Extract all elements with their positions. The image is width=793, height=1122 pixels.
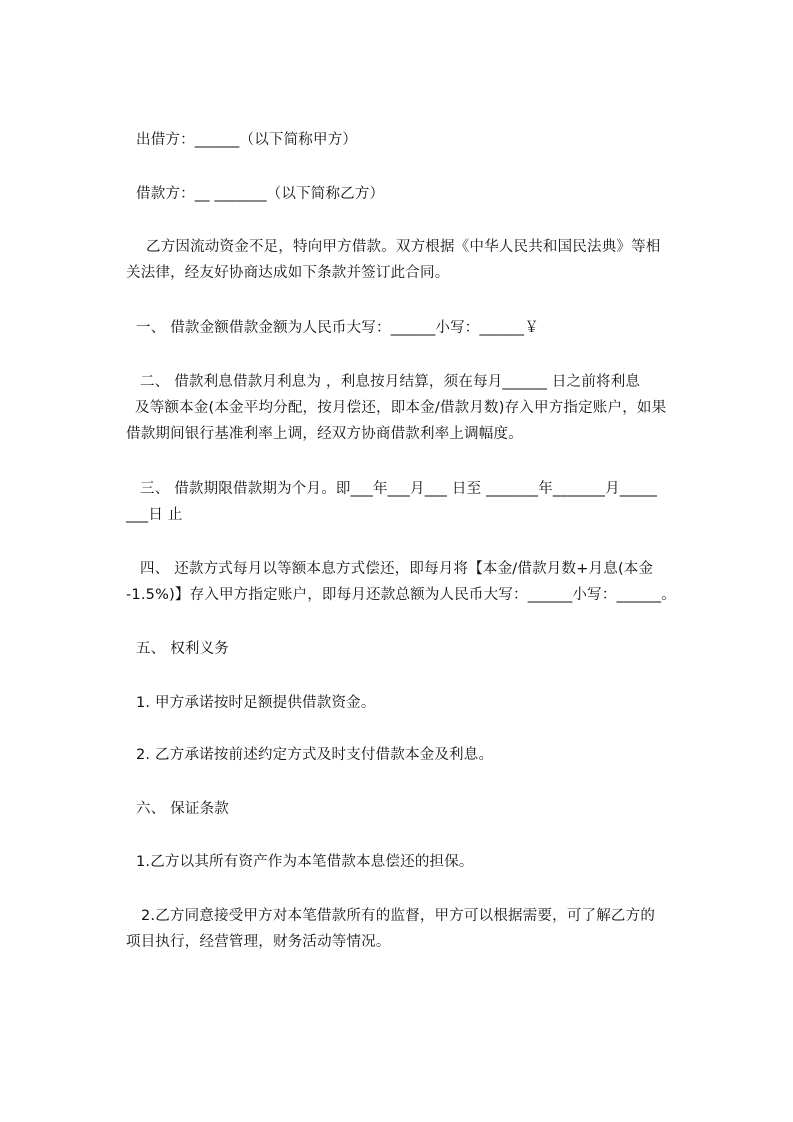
clause-5-title: 五、 权利义务 <box>136 641 230 657</box>
clause-6-item-1: 1.乙方以其所有资产作为本笔借款本息偿还的担保。 <box>136 854 474 870</box>
clause-5-item-1: 1. 甲方承诺按时足额提供借款资金。 <box>136 695 376 711</box>
clause-2-line-3: 借款期间银行基准利率上调，经双方协商借款利率上调幅度。 <box>126 426 523 442</box>
clause-4-line-1: 四、 还款方式每月以等额本息方式偿还，即每月将【本金/借款月数+月息(本金 <box>140 561 654 577</box>
intro-line-2: 关法律，经友好协商达成如下条款并签订此合同。 <box>126 265 450 281</box>
clause-2-line-1: 二、 借款利息借款月利息为 ，利息按月结算，须在每月______ 日之前将利息 <box>140 374 641 390</box>
lender-line: 出借方：______（以下简称甲方） <box>136 132 358 148</box>
clause-3-line-1: 三、 借款期限借款期为个月。即___年___月___ 日至 _______年_______月_____ <box>140 481 658 497</box>
borrower-line: 借款方：__ _______（以下简称乙方） <box>136 186 385 202</box>
clause-5-item-2: 2. 乙方承诺按前述约定方式及时支付借款本金及利息。 <box>136 747 494 763</box>
clause-6-item-2-line-1: 2.乙方同意接受甲方对本笔借款所有的监督，甲方可以根据需要，可了解乙方的 <box>141 908 656 924</box>
clause-2-line-2: 及等额本金(本金平均分配，按月偿还，即本金/借款月数)存入甲方指定账户，如果 <box>135 400 667 416</box>
clause-6-item-2-line-2: 项目执行，经营管理，财务活动等情况。 <box>126 934 391 950</box>
clause-6-title: 六、 保证条款 <box>136 801 230 817</box>
clause-1: 一、 借款金额借款金额为人民币大写：______小写：______￥ <box>136 320 539 336</box>
intro-line-1: 乙方因流动资金不足，特向甲方借款。双方根据《中华人民共和国民法典》等相 <box>146 239 661 255</box>
clause-3-line-2: ___日 止 <box>126 507 183 523</box>
clause-4-line-2: -1.5%)】存入甲方指定账户，即每月还款总额为人民币大写：______小写：______。 <box>126 587 676 603</box>
